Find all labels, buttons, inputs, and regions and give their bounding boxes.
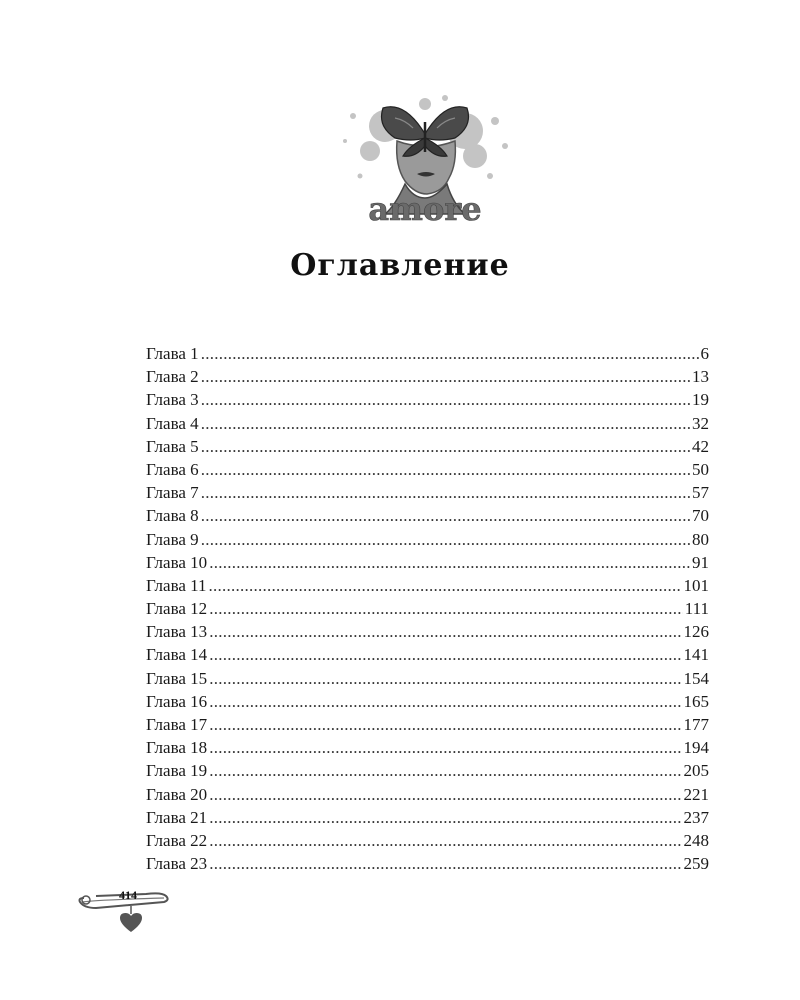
toc-entry-page: 259 xyxy=(683,854,709,874)
toc-dot-leader xyxy=(209,783,681,806)
toc-entry-page: 177 xyxy=(683,715,709,734)
toc-entry-page: 111 xyxy=(684,599,709,619)
toc-entry-label: Глава 4 xyxy=(146,413,199,433)
toc-entry-label: Глава 20 xyxy=(146,784,208,804)
toc-dot-leader xyxy=(201,365,690,388)
toc-dot-leader xyxy=(209,551,690,574)
toc-entry[interactable] xyxy=(146,643,709,666)
toc-entry-page: 50 xyxy=(692,459,709,479)
toc-dot-leader xyxy=(209,643,681,666)
toc-entry[interactable] xyxy=(146,597,709,620)
toc-entry[interactable] xyxy=(146,736,709,759)
toc-entry-page: 141 xyxy=(683,645,709,665)
table-of-contents xyxy=(146,342,709,875)
toc-entry-label: Глава 15 xyxy=(146,668,208,688)
toc-entry-label: Глава 16 xyxy=(146,691,208,711)
toc-entry[interactable] xyxy=(146,806,709,829)
toc-entry-page: 91 xyxy=(692,552,709,572)
toc-entry[interactable] xyxy=(146,528,709,551)
toc-dot-leader xyxy=(209,690,681,713)
toc-entry-label: Глава 10 xyxy=(146,552,208,572)
toc-entry-label: Глава 19 xyxy=(146,761,208,781)
toc-entry-page: 237 xyxy=(683,807,709,827)
toc-entry-page: 19 xyxy=(692,390,709,410)
toc-dot-leader xyxy=(209,736,681,759)
toc-entry[interactable] xyxy=(146,667,709,690)
toc-entry-label: Глава 13 xyxy=(146,622,208,642)
toc-entry-page: 6 xyxy=(700,344,709,363)
toc-entry[interactable] xyxy=(146,759,709,782)
toc-entry-label: Глава 3 xyxy=(146,390,199,410)
toc-entry[interactable] xyxy=(146,551,709,574)
face-butterfly-illustration xyxy=(325,86,525,231)
toc-entry[interactable] xyxy=(146,620,709,643)
toc-entry-page: 126 xyxy=(683,622,709,642)
toc-dot-leader xyxy=(209,620,681,643)
toc-dot-leader xyxy=(209,667,681,690)
toc-entry[interactable] xyxy=(146,365,709,388)
toc-dot-leader xyxy=(201,481,690,504)
toc-entry-label: Глава 7 xyxy=(146,483,199,503)
toc-entry[interactable] xyxy=(146,435,709,458)
toc-dot-leader xyxy=(201,504,690,527)
toc-entry-label: Глава 9 xyxy=(146,529,199,549)
toc-dot-leader xyxy=(209,759,681,782)
toc-entry[interactable] xyxy=(146,388,709,411)
toc-entry-label: Глава 14 xyxy=(146,645,208,665)
toc-entry-page: 57 xyxy=(692,483,709,503)
toc-dot-leader xyxy=(209,574,682,597)
toc-dot-leader xyxy=(209,713,681,736)
amore-logo xyxy=(325,86,525,231)
toc-entry[interactable] xyxy=(146,342,709,365)
toc-entry-page: 205 xyxy=(683,761,709,781)
toc-entry[interactable] xyxy=(146,504,709,527)
toc-dot-leader xyxy=(201,412,690,435)
toc-entry-label: Глава 22 xyxy=(146,830,208,850)
toc-dot-leader xyxy=(209,852,681,875)
toc-entry-page: 165 xyxy=(683,691,709,711)
toc-entry-label: Глава 1 xyxy=(146,344,199,363)
toc-entry-page: 101 xyxy=(683,575,709,595)
toc-entry-label: Глава 17 xyxy=(146,715,208,734)
toc-dot-leader xyxy=(209,597,683,620)
toc-entry[interactable] xyxy=(146,852,709,875)
toc-entry-label: Глава 11 xyxy=(146,575,207,595)
toc-entry[interactable] xyxy=(146,713,709,736)
toc-entry-page: 248 xyxy=(683,830,709,850)
toc-entry-page: 80 xyxy=(692,529,709,549)
toc-entry-page: 32 xyxy=(692,413,709,433)
toc-entry-label: Глава 21 xyxy=(146,807,208,827)
toc-dot-leader xyxy=(201,458,690,481)
toc-entry[interactable] xyxy=(146,458,709,481)
toc-entry-label: Глава 6 xyxy=(146,459,199,479)
toc-dot-leader xyxy=(201,388,690,411)
toc-entry[interactable] xyxy=(146,829,709,852)
toc-entry-label: Глава 5 xyxy=(146,436,199,456)
toc-entry-page: 42 xyxy=(692,436,709,456)
toc-entry-label: Глава 12 xyxy=(146,599,208,619)
toc-dot-leader xyxy=(201,435,690,458)
toc-entry-label: Глава 2 xyxy=(146,367,199,387)
toc-dot-leader xyxy=(201,528,690,551)
toc-entry-page: 70 xyxy=(692,506,709,526)
toc-entry[interactable] xyxy=(146,412,709,435)
toc-entry[interactable] xyxy=(146,481,709,504)
toc-entry[interactable] xyxy=(146,574,709,597)
page-title: Оглавление xyxy=(290,248,510,283)
toc-entry[interactable] xyxy=(146,783,709,806)
toc-entry-label: Глава 8 xyxy=(146,506,199,526)
toc-entry-page: 194 xyxy=(683,738,709,758)
toc-entry-page: 13 xyxy=(692,367,709,387)
toc-dot-leader xyxy=(209,829,681,852)
toc-dot-leader xyxy=(201,342,699,365)
toc-dot-leader xyxy=(209,806,681,829)
toc-entry[interactable] xyxy=(146,690,709,713)
page-number: 414 xyxy=(119,888,137,902)
toc-entry-label: Глава 18 xyxy=(146,738,208,758)
toc-entry-page: 221 xyxy=(683,784,709,804)
toc-entry-page: 154 xyxy=(683,668,709,688)
logo-text: amore xyxy=(368,190,482,228)
toc-entry-label: Глава 23 xyxy=(146,854,208,874)
